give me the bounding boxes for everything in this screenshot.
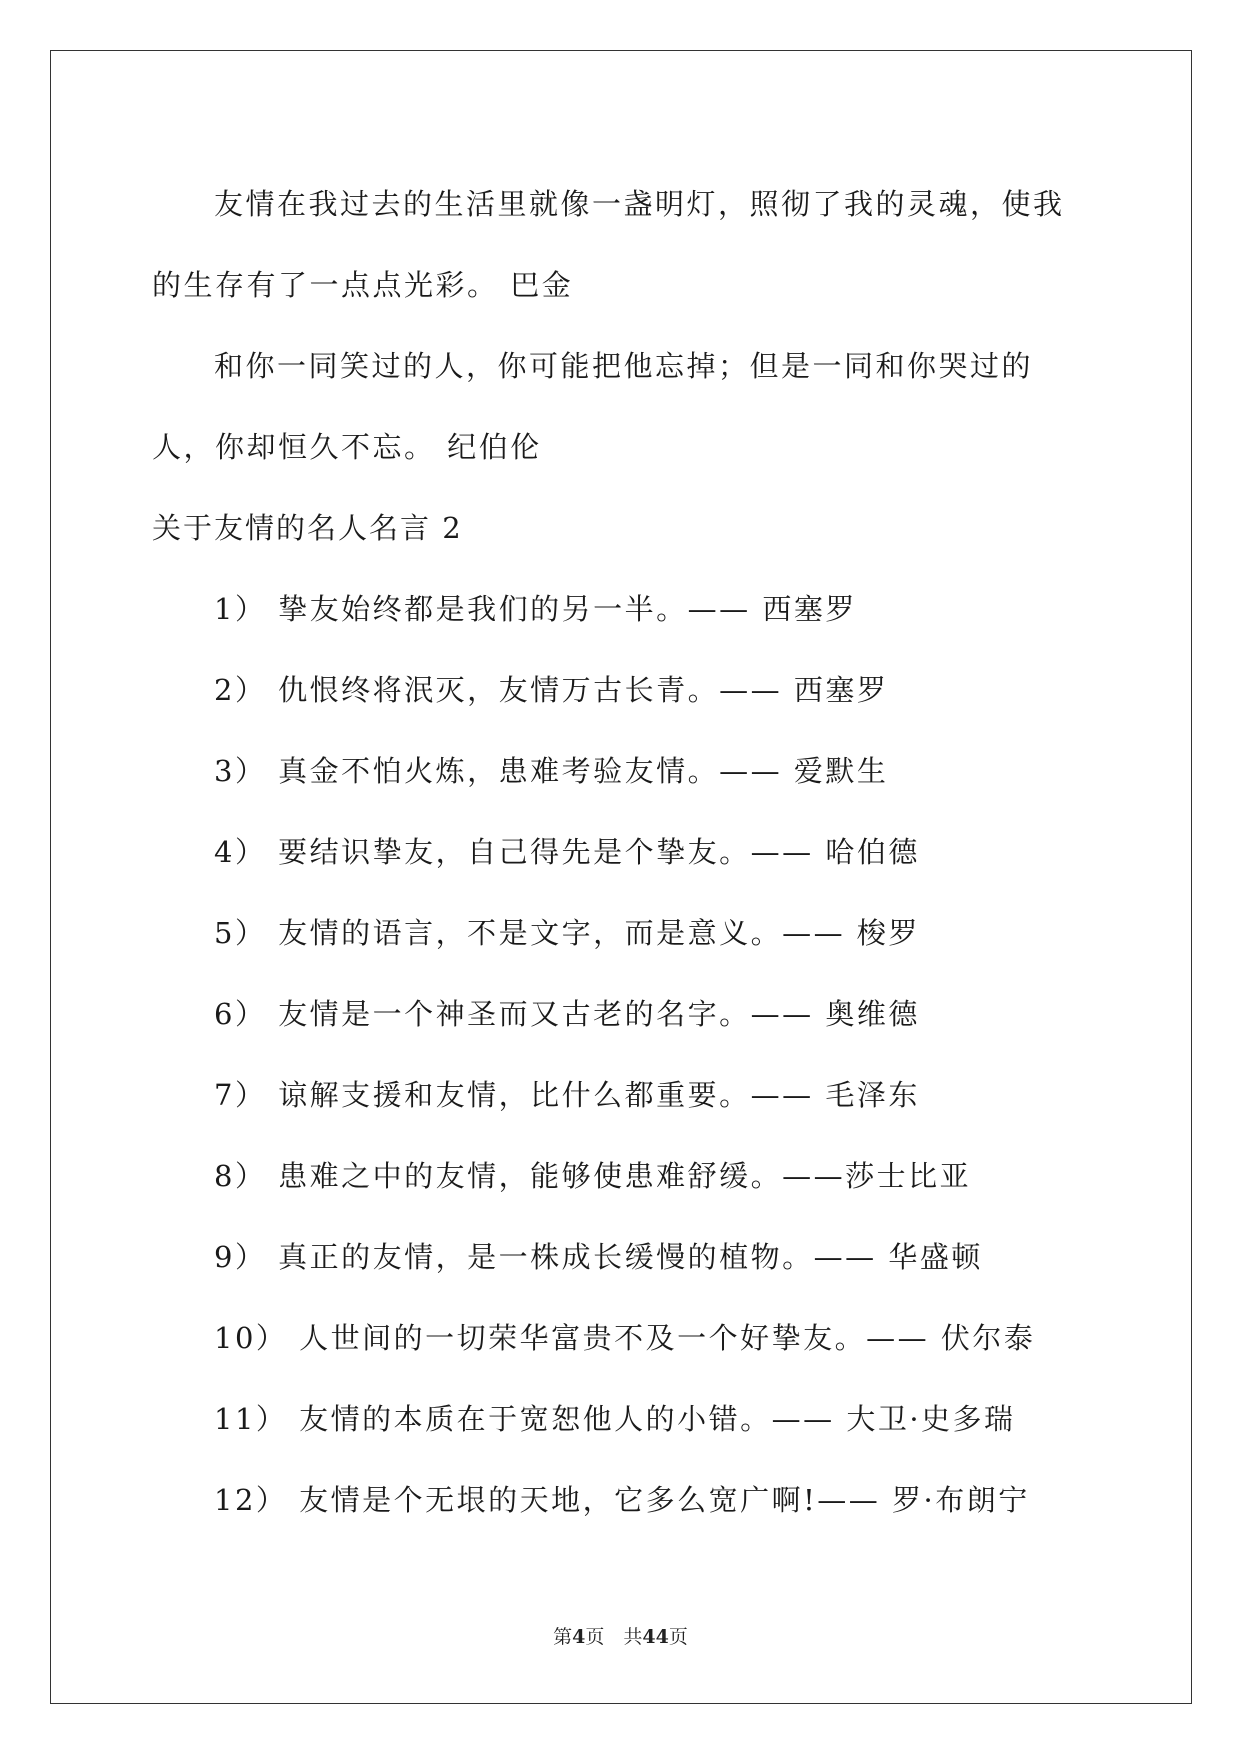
section-title: 关于友情的名人名言 2	[152, 511, 463, 545]
quote-item: 10） 人世间的一切荣华富贵不及一个好挚友。—— 伏尔泰	[214, 1321, 1036, 1355]
page-footer	[0, 1622, 1241, 1649]
footer-suffix: 页	[668, 1626, 688, 1648]
quote-item: 2） 仇恨终将泯灭，友情万古长青。—— 西塞罗	[214, 673, 889, 707]
total-pages-number: 44	[642, 1626, 669, 1648]
footer-prefix: 第	[553, 1626, 573, 1648]
quote-item: 8） 患难之中的友情，能够使患难舒缓。——莎士比亚	[214, 1159, 972, 1193]
quote-item: 9） 真正的友情，是一株成长缓慢的植物。—— 华盛顿	[214, 1240, 983, 1274]
paragraph-bajin: 友情在我过去的生活里就像一盏明灯，照彻了我的灵魂，使我的生存有了一点点光彩。 巴金	[152, 187, 1065, 302]
quote-item: 11） 友情的本质在于宽恕他人的小错。—— 大卫·史多瑞	[214, 1402, 1016, 1436]
quote-item: 4） 要结识挚友，自己得先是个挚友。—— 哈伯德	[214, 835, 920, 869]
quote-item: 3） 真金不怕火炼，患难考验友情。—— 爱默生	[214, 754, 889, 788]
paragraph-gibran: 和你一同笑过的人，你可能把他忘掉；但是一同和你哭过的人，你却恒久不忘。 纪伯伦	[152, 349, 1034, 464]
quote-item: 12） 友情是个无垠的天地，它多么宽广啊!—— 罗·布朗宁	[214, 1483, 1030, 1517]
current-page-number: 4	[572, 1626, 586, 1648]
footer-middle: 页 共	[585, 1626, 643, 1648]
quote-item: 1） 挚友始终都是我们的另一半。—— 西塞罗	[214, 592, 857, 626]
quote-item: 6） 友情是一个神圣而又古老的名字。—— 奥维德	[214, 997, 920, 1031]
quote-item: 7） 谅解支援和友情，比什么都重要。—— 毛泽东	[214, 1078, 920, 1112]
quote-list	[152, 569, 1092, 1541]
quote-item: 5） 友情的语言，不是文字，而是意义。—— 梭罗	[214, 916, 920, 950]
document-body	[152, 164, 1092, 1541]
